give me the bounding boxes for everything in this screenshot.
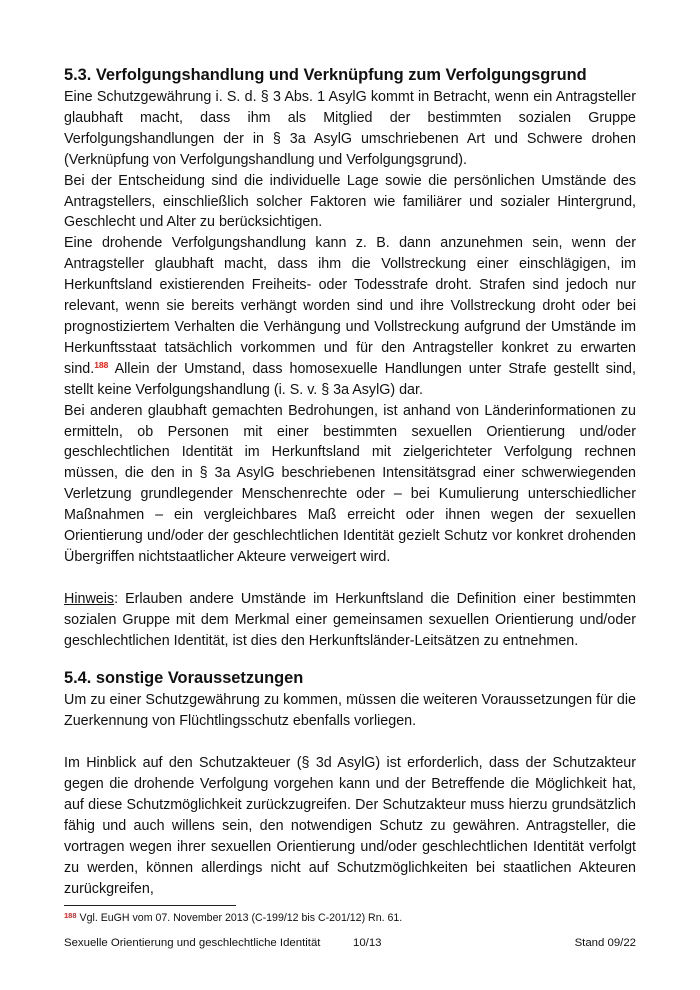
- hint-label: Hinweis: [64, 590, 115, 607]
- paragraph: Um zu einer Schutzgewährung zu kommen, müssen die weiteren Voraussetzungen für die Zuerkennung von Flüchtlingsschutz ebenfalls vorliegen.: [64, 692, 636, 730]
- footnote-number: 188: [64, 911, 77, 920]
- paragraph-text: Allein der Umstand, dass homosexuelle Handlungen unter Strafe gestellt sind, stellt keine Verfolgungshandlung (i. S. v. § 3a AsylG) dar.: [64, 360, 636, 398]
- paragraph: Bei der Entscheidung sind die individuelle Lage sowie die persönlichen Umstände des Antragstellers, einschließlich solcher Faktoren wie familiärer und sozialer Hintergrund, Geschlecht und Alter zu berücksichtigen.: [64, 172, 636, 231]
- hint-text: : Erlauben andere Umstände im Herkunftsland die Definition einer bestimmten sozialen Gruppe mit dem Merkmal einer gemeinsamen sexuellen Orientierung und/oder geschlechtlichen Identität, ist dies den Herkunftsländer-Leitsätzen zu entnehmen.: [64, 590, 636, 649]
- hint-paragraph: [64, 589, 636, 652]
- paragraph: Bei anderen glaubhaft gemachten Bedrohungen, ist anhand von Länderinformationen zu ermitteln, ob Personen mit einer bestimmten sexuellen Orientierung und/oder geschlechtlichen Identität im Herkunftsland mit zielgerichteter Verfolgung rechnen müssen, die den in § 3a AsylG beschriebenen Intensitätsgrad einer schwerwiegenden Verletzung grundlegender Menschenrechte oder – bei Kumulierung unterschiedlicher Maßnahmen – ein vergleichbares Maß erreicht oder ihnen wegen der sexuellen Orientierung und/oder der geschlechtlichen Identität gezielt Schutz vor konkret drohenden Übergriffen nichtstaatlicher Akteure verweigert wird.: [64, 402, 636, 565]
- footer-title: Sexuelle Orientierung und geschlechtliche Identität: [64, 937, 321, 949]
- paragraph-with-footnote: [64, 233, 636, 400]
- paragraph-text: Eine drohende Verfolgungshandlung kann z. B. dann anzunehmen sein, wenn der Antragsteller glaubhaft macht, dass ihm die Vollstreckung einer einschlägigen, im Herkunftsland existierenden Freiheits- oder Todesstrafe droht. Strafen sind jedoch nur relevant, wenn sie bereits verhängt worden sind und ihre Vollstreckung droht oder bei prognostiziertem Verhalten die Verhängung und Vollstreckung aufgrund der Umstände im Herkunftsstaat tatsächlich vorkommen und für den Antragsteller konkret zu erwarten sind.: [64, 235, 636, 377]
- paragraph: Eine Schutzgewährung i. S. d. § 3 Abs. 1 AsylG kommt in Betracht, wenn ein Antragsteller glaubhaft macht, dass ihm als Mitglied der bestimmten sozialen Gruppe Verfolgungshandlungen der in § 3a AsylG umschriebenen Art und Schwere drohen (Verknüpfung von Verfolgungshandlung und Verfolgungsgrund).: [64, 89, 636, 168]
- spacer: [64, 651, 636, 667]
- footnote: [64, 909, 636, 925]
- section-heading-5-3: 5.3. Verfolgungshandlung und Verknüpfung zum Verfolgungsgrund: [64, 66, 587, 84]
- paragraph: Im Hinblick auf den Schutzakteuer (§ 3d AsylG) ist erforderlich, dass der Schutzakteur gegen die drohende Verfolgung vorgehen kann und der Betreffende die Möglichkeit hat, auf diese Schutzmöglichkeit zurückzugreifen. Der Schutzakteur muss hierzu grundsätzlich fähig und auch willens sein, den notwendigen Schutz zu gewähren. Antragsteller, die vortragen wegen ihrer sexuellen Orientierung und/oder geschlechtlichen Identität verfolgt zu werden, können allerdings nicht auf Schutzmöglichkeiten bei staatlichen Akteuren zurückgreifen,: [64, 755, 636, 897]
- page-number: 10/13: [353, 937, 382, 949]
- footnote-reference[interactable]: 188: [94, 359, 109, 370]
- footnote-separator: [64, 905, 236, 906]
- section-heading-5-4: 5.4. sonstige Voraussetzungen: [64, 669, 304, 688]
- spacer: [64, 568, 636, 589]
- footnote-text: Vgl. EuGH vom 07. November 2013 (C-199/12 bis C-201/12) Rn. 61.: [79, 912, 403, 924]
- spacer: [64, 732, 636, 753]
- document-page: [64, 64, 636, 900]
- footer-status: Stand 09/22: [574, 937, 636, 949]
